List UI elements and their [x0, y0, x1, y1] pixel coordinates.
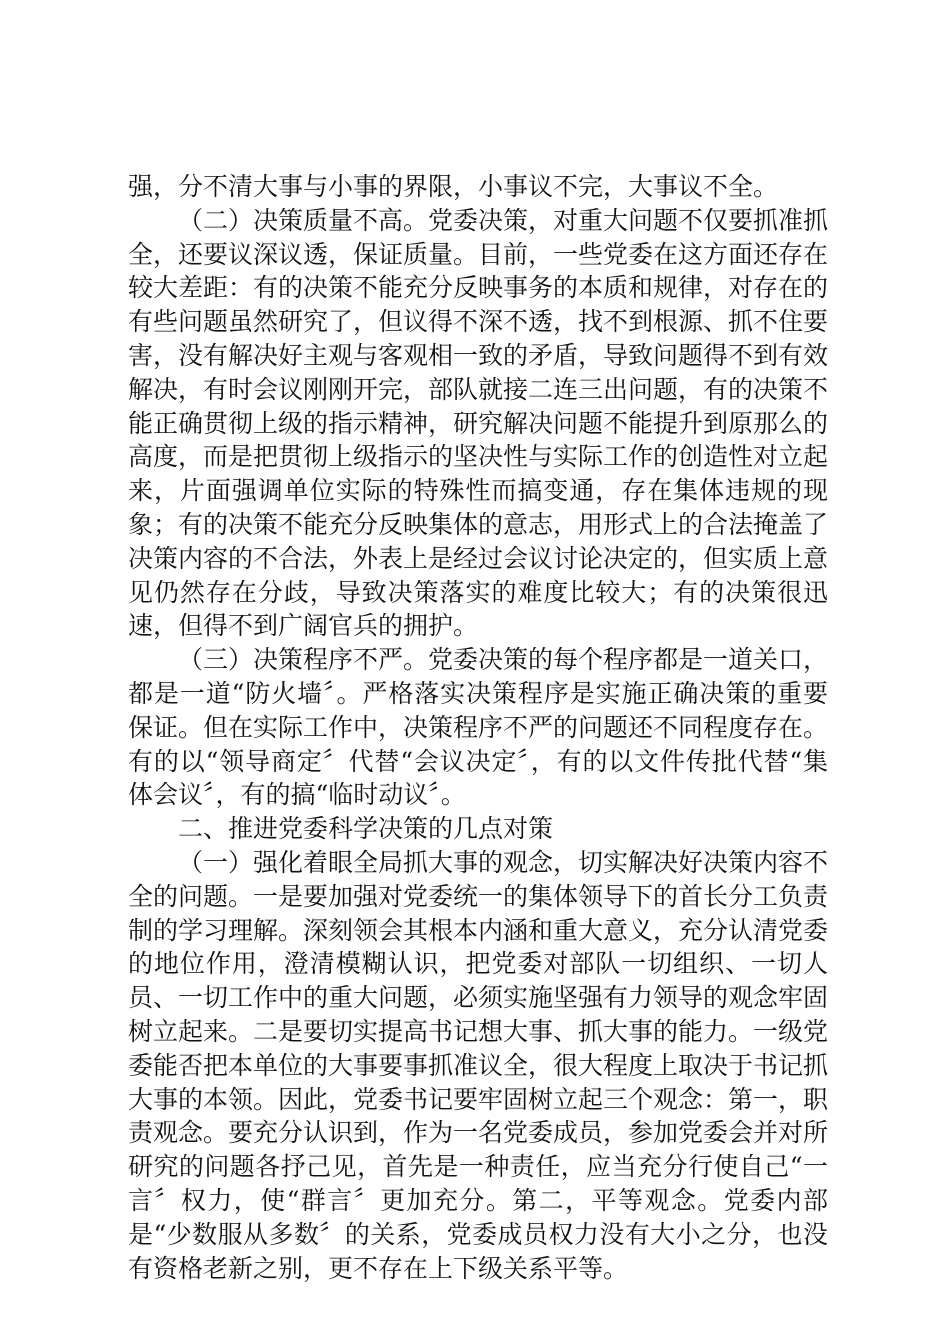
- section-heading-countermeasures: 二、推进党委科学决策的几点对策: [178, 814, 554, 844]
- paragraph-decision-procedure: （三）决策程序不严。党委决策的每个程序都是一道关口，都是一道“防火墙〞。严格落实决策程序是实施正确决策的重要保证。但在实际工作中，决策程序不严的问题还不同程度存在。有的以“领导商定〞代替“会议决定〞，有的以文件传批代替“集体会议〞，有的搞“临时动议〞。: [128, 645, 829, 810]
- paragraph-continuation: 强，分不清大事与小事的界限，小事议不完，大事议不全。: [128, 172, 779, 201]
- document-body: [128, 170, 828, 1285]
- paragraph-countermeasure-one: （一）强化着眼全局抓大事的观念，切实解决好决策内容不全的问题。一是要加强对党委统一的集体领导下的首长分工负责制的学习理解。深刻领会其根本内涵和重大意义，充分认清党委的地位作用，澄清模糊认识，把党委对部队一切组织、一切人员、一切工作中的重大问题，必须实施坚强有力领导的观念牢固树立起来。二是要切实提高书记想大事、抓大事的能力。一级党委能否把本单位的大事要事抓准议全，很大程度上取决于书记抓大事的本领。因此，党委书记要牢固树立起三个观念：第一，职责观念。要充分认识到，作为一名党委成员，参加党委会并对所研究的问题各抒己见，首先是一种责任，应当充分行使自己“一言〞权力，使“群言〞更加充分。第二，平等观念。党委内部是“少数服从多数〞的关系，党委成员权力没有大小之分，也没有资格老新之别，更不存在上下级关系平等。: [128, 847, 829, 1283]
- paragraph-decision-quality: （二）决策质量不高。党委决策，对重大问题不仅要抓准抓全，还要议深议透，保证质量。目前，一些党委在这方面还存在较大差距：有的决策不能充分反映事务的本质和规律，对存在的有些问题虽然研究了，但议得不深不透，找不到根源、抓不住要害，没有解决好主观与客观相一致的矛盾，导致问题得不到有效解决，有时会议刚刚开完，部队就接二连三出问题，有的决策不能正确贯彻上级的指示精神，研究解决问题不能提升到原那么的高度，而是把贯彻上级指示的坚决性与实际工作的创造性对立起来，片面强调单位实际的特殊性而搞变通，存在集体违规的现象；有的决策不能充分反映集体的意志，用形式上的合法掩盖了决策内容的不合法，外表上是经过会议讨论决定的，但实质上意见仍然存在分歧，导致决策落实的难度比较大；有的决策很迅速，但得不到广阔官兵的拥护。: [128, 205, 829, 641]
